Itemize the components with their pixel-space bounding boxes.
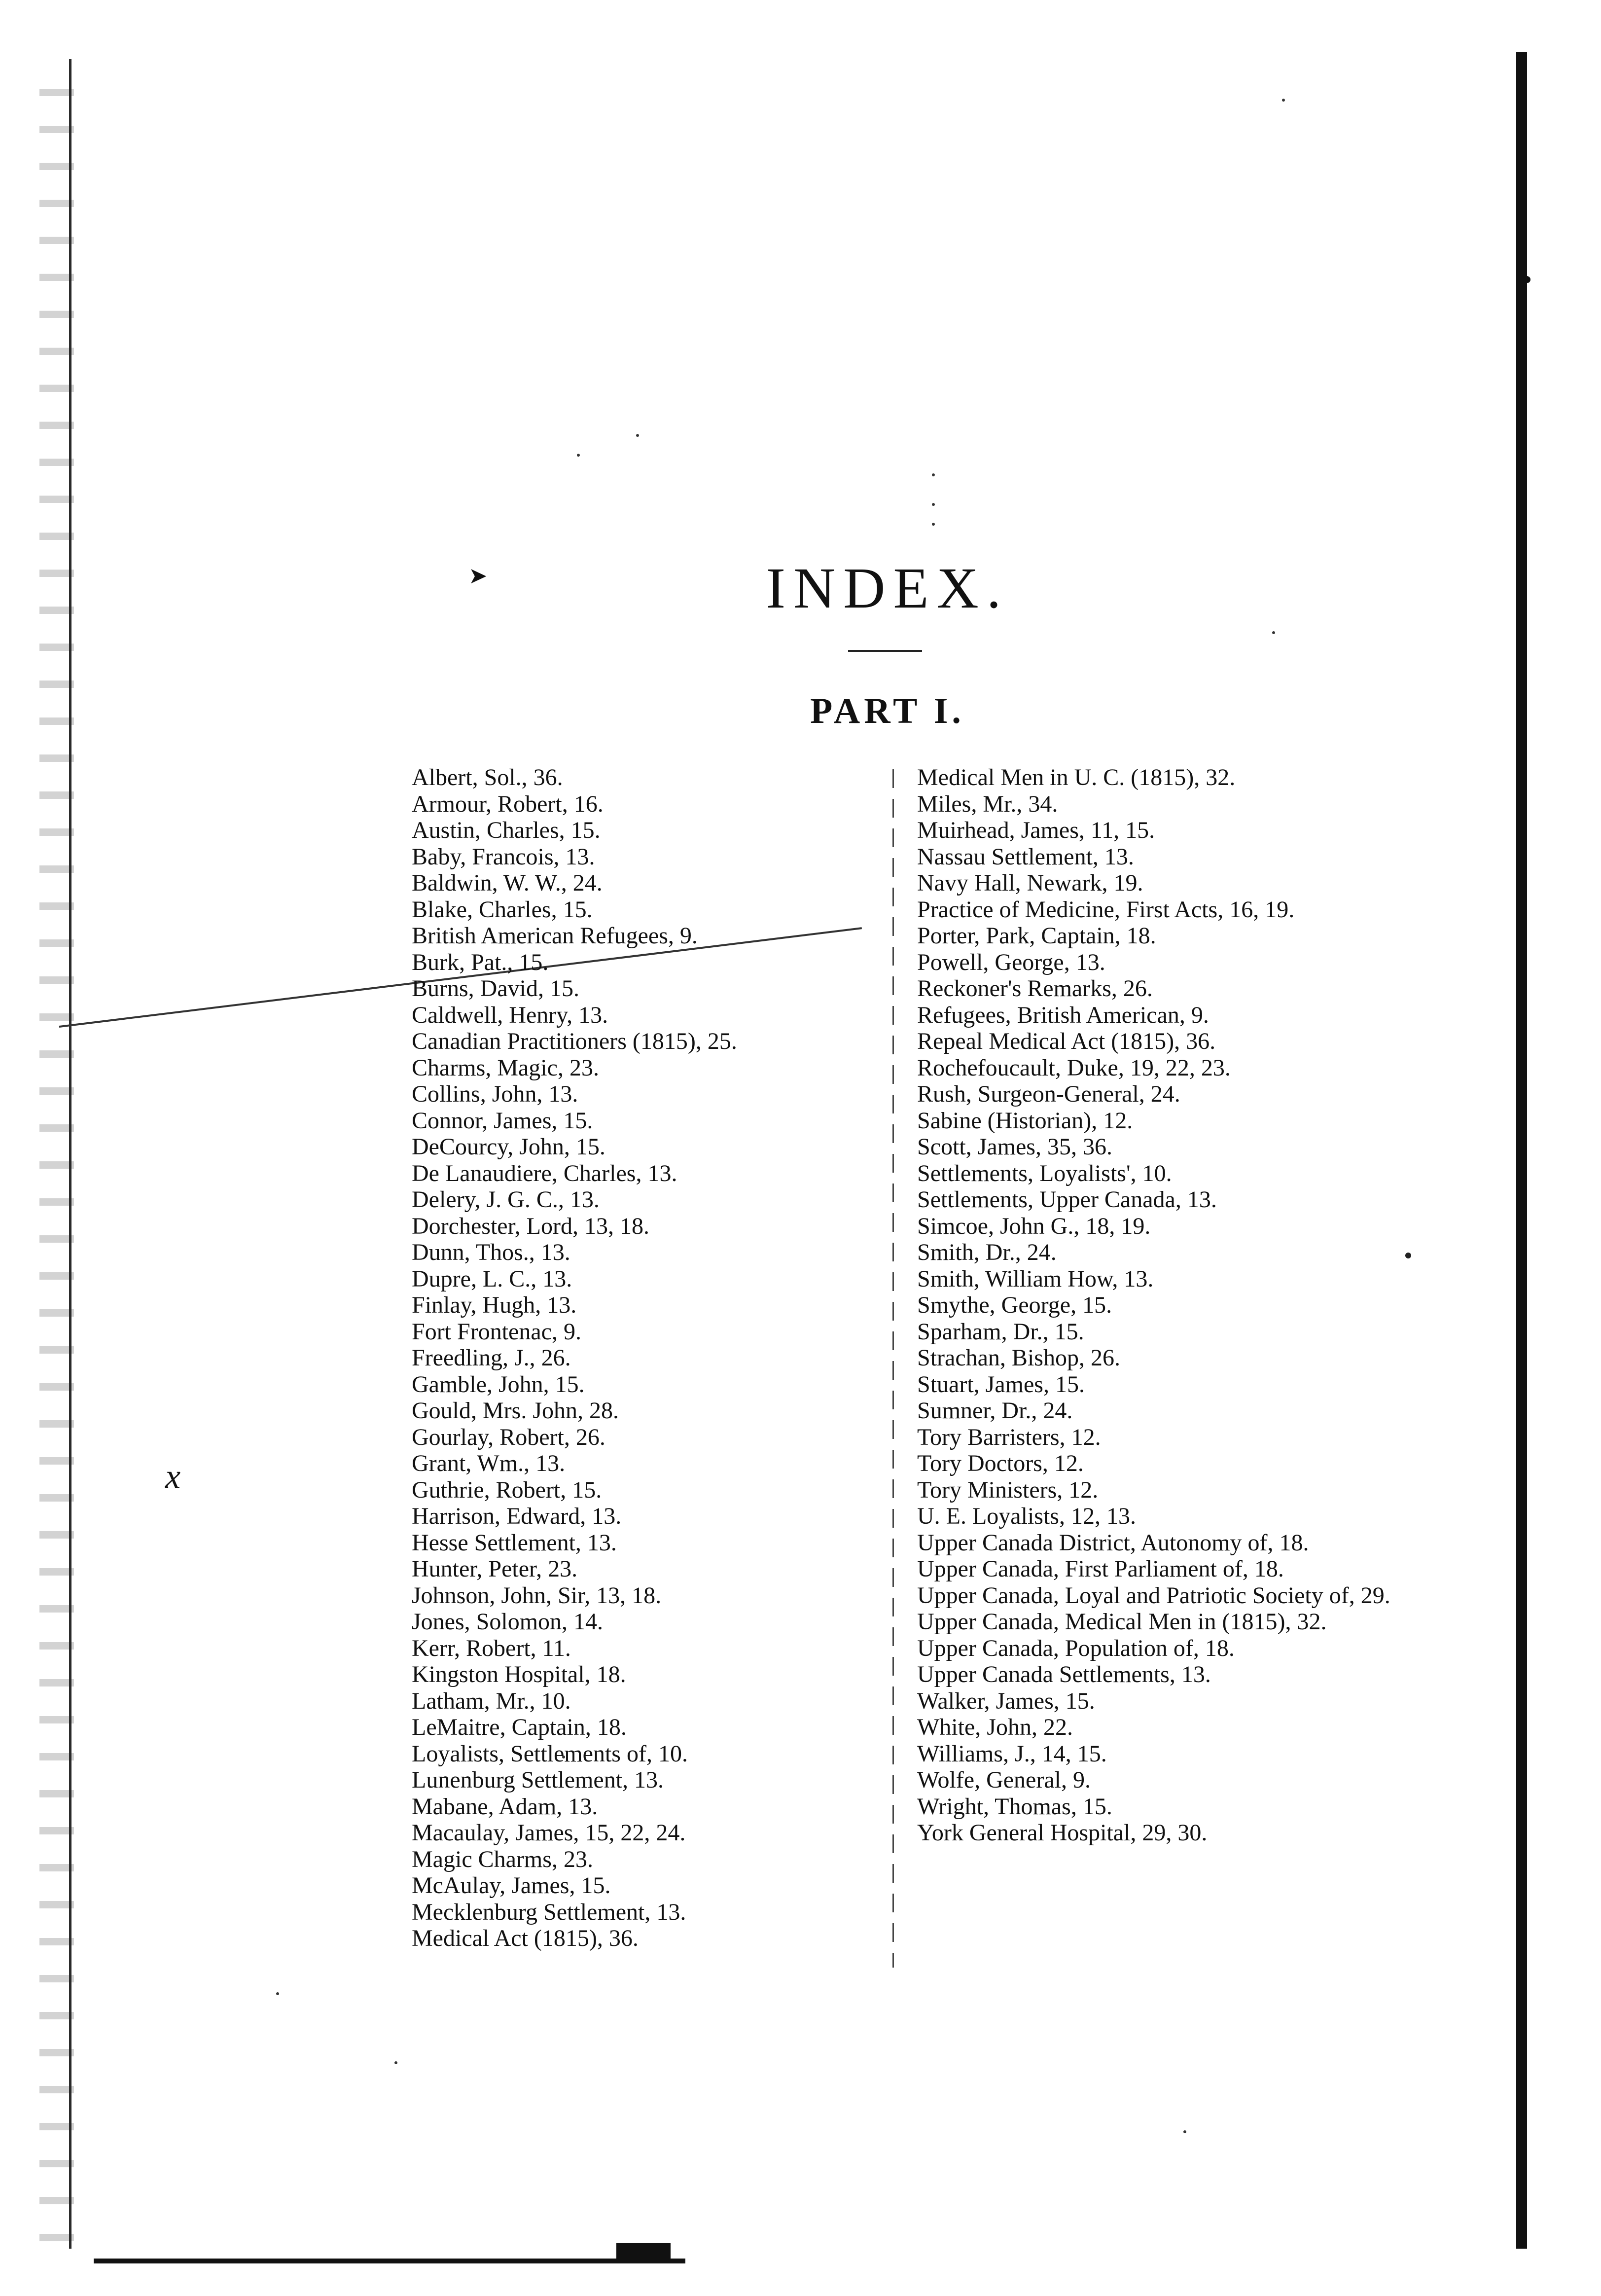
- index-entry: Reckoner's Remarks, 26.: [917, 975, 1153, 1002]
- index-entry: Repeal Medical Act (1815), 36.: [917, 1028, 1216, 1054]
- index-entry: Mecklenburg Settlement, 13.: [412, 1899, 686, 1925]
- index-entry: Muirhead, James, 11, 15.: [917, 817, 1155, 843]
- index-entry: Canadian Practitioners (1815), 25.: [412, 1028, 737, 1054]
- index-entry: Stuart, James, 15.: [917, 1371, 1085, 1398]
- index-entry: Austin, Charles, 15.: [412, 817, 601, 843]
- index-entry: Gamble, John, 15.: [412, 1371, 585, 1398]
- index-entry: Refugees, British American, 9.: [917, 1002, 1209, 1028]
- bottom-ink-block: [616, 2243, 671, 2262]
- index-entry: Dunn, Thos., 13.: [412, 1239, 570, 1265]
- index-entry: British American Refugees, 9.: [412, 923, 698, 949]
- index-entry: Sumner, Dr., 24.: [917, 1398, 1073, 1424]
- index-entry: White, John, 22.: [917, 1714, 1073, 1740]
- index-entry: Sparham, Dr., 15.: [917, 1318, 1084, 1345]
- index-entry: Smith, William How, 13.: [917, 1265, 1154, 1292]
- index-entry: Albert, Sol., 36.: [412, 764, 563, 790]
- index-entry: Upper Canada, First Parliament of, 18.: [917, 1556, 1284, 1582]
- index-entry: Upper Canada, Loyal and Patriotic Society of, 29.: [917, 1582, 1390, 1609]
- index-entry: Dupre, L. C., 13.: [412, 1265, 572, 1292]
- dust-speck: [1272, 631, 1275, 634]
- index-entry: U. E. Loyalists, 12, 13.: [917, 1503, 1136, 1529]
- index-entry: Latham, Mr., 10.: [412, 1687, 571, 1714]
- index-entry: Walker, James, 15.: [917, 1687, 1095, 1714]
- index-entry: Upper Canada, Population of, 18.: [917, 1635, 1235, 1661]
- index-entry: Guthrie, Robert, 15.: [412, 1476, 602, 1503]
- dust-speck: [276, 1992, 279, 1995]
- dust-speck: [636, 434, 639, 437]
- index-entry: Loyalists, Settlements of, 10.: [412, 1740, 688, 1767]
- index-entry: Lunenburg Settlement, 13.: [412, 1767, 664, 1793]
- index-entry: Kerr, Robert, 11.: [412, 1635, 571, 1661]
- index-entry: Strachan, Bishop, 26.: [917, 1345, 1120, 1371]
- index-entry: Upper Canada Settlements, 13.: [917, 1661, 1211, 1687]
- part-heading: PART I.: [810, 691, 965, 731]
- index-entry: Baldwin, W. W., 24.: [412, 870, 603, 896]
- dust-speck: [932, 503, 935, 506]
- index-entry: Medical Act (1815), 36.: [412, 1925, 639, 1951]
- index-entry: Burns, David, 15.: [412, 975, 579, 1002]
- column-divider: [892, 769, 894, 1968]
- index-entry: Williams, J., 14, 15.: [917, 1740, 1107, 1767]
- index-entry: Upper Canada, Medical Men in (1815), 32.: [917, 1609, 1327, 1635]
- dust-speck: [1183, 2130, 1186, 2133]
- dust-speck: [932, 473, 935, 476]
- page-title: INDEX.: [766, 556, 1009, 620]
- index-entry: Charms, Magic, 23.: [412, 1054, 599, 1081]
- index-entry: Upper Canada District, Autonomy of, 18.: [917, 1529, 1309, 1556]
- index-entry: Burk, Pat., 15.: [412, 949, 549, 975]
- index-entry: Smythe, George, 15.: [917, 1292, 1112, 1318]
- dust-speck: [932, 523, 935, 526]
- index-entry: Sabine (Historian), 12.: [917, 1107, 1133, 1134]
- index-entry: Baby, Francois, 13.: [412, 843, 595, 870]
- index-entry: Caldwell, Henry, 13.: [412, 1002, 608, 1028]
- index-entry: Dorchester, Lord, 13, 18.: [412, 1213, 649, 1239]
- index-entry: Gould, Mrs. John, 28.: [412, 1398, 619, 1424]
- dust-speck: [577, 454, 580, 457]
- index-entry: York General Hospital, 29, 30.: [917, 1820, 1208, 1846]
- index-entry: Rochefoucault, Duke, 19, 22, 23.: [917, 1054, 1231, 1081]
- index-entry: Rush, Surgeon-General, 24.: [917, 1081, 1180, 1107]
- title-underline: [848, 650, 922, 652]
- index-entry: Medical Men in U. C. (1815), 32.: [917, 764, 1236, 790]
- index-entry: Collins, John, 13.: [412, 1081, 578, 1107]
- dust-speck: [1405, 1253, 1411, 1258]
- index-entry: Settlements, Upper Canada, 13.: [917, 1186, 1217, 1213]
- index-entry: Settlements, Loyalists', 10.: [917, 1160, 1172, 1186]
- index-entry: Magic Charms, 23.: [412, 1846, 593, 1872]
- index-entry: Smith, Dr., 24.: [917, 1239, 1057, 1265]
- index-entry: Kingston Hospital, 18.: [412, 1661, 626, 1687]
- index-entry: Simcoe, John G., 18, 19.: [917, 1213, 1151, 1239]
- index-entry: Tory Ministers, 12.: [917, 1476, 1099, 1503]
- index-column-right: [917, 764, 1390, 1846]
- index-entry: Gourlay, Robert, 26.: [412, 1424, 605, 1450]
- index-entry: Fort Frontenac, 9.: [412, 1318, 581, 1345]
- index-entry: Tory Barristers, 12.: [917, 1424, 1101, 1450]
- index-entry: DeCourcy, John, 15.: [412, 1134, 605, 1160]
- index-entry: Blake, Charles, 15.: [412, 896, 593, 923]
- index-entry: McAulay, James, 15.: [412, 1872, 611, 1899]
- index-entry: Freedling, J., 26.: [412, 1345, 571, 1371]
- index-entry: Jones, Solomon, 14.: [412, 1609, 604, 1635]
- index-entry: Practice of Medicine, First Acts, 16, 19.: [917, 896, 1295, 923]
- index-entry: De Lanaudiere, Charles, 13.: [412, 1160, 677, 1186]
- index-entry: Wolfe, General, 9.: [917, 1767, 1091, 1793]
- index-entry: Scott, James, 35, 36.: [917, 1134, 1112, 1160]
- dust-speck: [1524, 276, 1530, 283]
- index-entry: Mabane, Adam, 13.: [412, 1793, 598, 1820]
- index-column-left: [412, 764, 841, 1952]
- index-entry: Finlay, Hugh, 13.: [412, 1292, 577, 1318]
- index-entry: Delery, J. G. C., 13.: [412, 1186, 600, 1213]
- index-entry: Powell, George, 13.: [917, 949, 1105, 975]
- bottom-edge-rule: [94, 2259, 685, 2263]
- index-entry: Tory Doctors, 12.: [917, 1450, 1084, 1476]
- index-entry: Hesse Settlement, 13.: [412, 1529, 617, 1556]
- index-entry: Miles, Mr., 34.: [917, 790, 1058, 817]
- dust-speck: [1282, 99, 1285, 102]
- index-entry: Nassau Settlement, 13.: [917, 843, 1134, 870]
- arrow-mark-icon: ➤: [468, 563, 488, 588]
- index-entry: Johnson, John, Sir, 13, 18.: [412, 1582, 662, 1609]
- index-entry: Armour, Robert, 16.: [412, 790, 604, 817]
- index-entry: Grant, Wm., 13.: [412, 1450, 566, 1476]
- index-entry: Macaulay, James, 15, 22, 24.: [412, 1820, 686, 1846]
- index-entry: LeMaitre, Captain, 18.: [412, 1714, 627, 1740]
- index-entry: Harrison, Edward, 13.: [412, 1503, 622, 1529]
- stray-margin-mark: x: [165, 1458, 181, 1496]
- index-entry: Navy Hall, Newark, 19.: [917, 870, 1143, 896]
- index-entry: Wright, Thomas, 15.: [917, 1793, 1112, 1820]
- left-edge-rule: [69, 59, 71, 2249]
- dust-speck: [394, 2061, 397, 2064]
- index-entry: Porter, Park, Captain, 18.: [917, 923, 1156, 949]
- index-entry: Connor, James, 15.: [412, 1107, 593, 1134]
- right-edge-rule: [1516, 52, 1527, 2249]
- index-entry: Hunter, Peter, 23.: [412, 1556, 578, 1582]
